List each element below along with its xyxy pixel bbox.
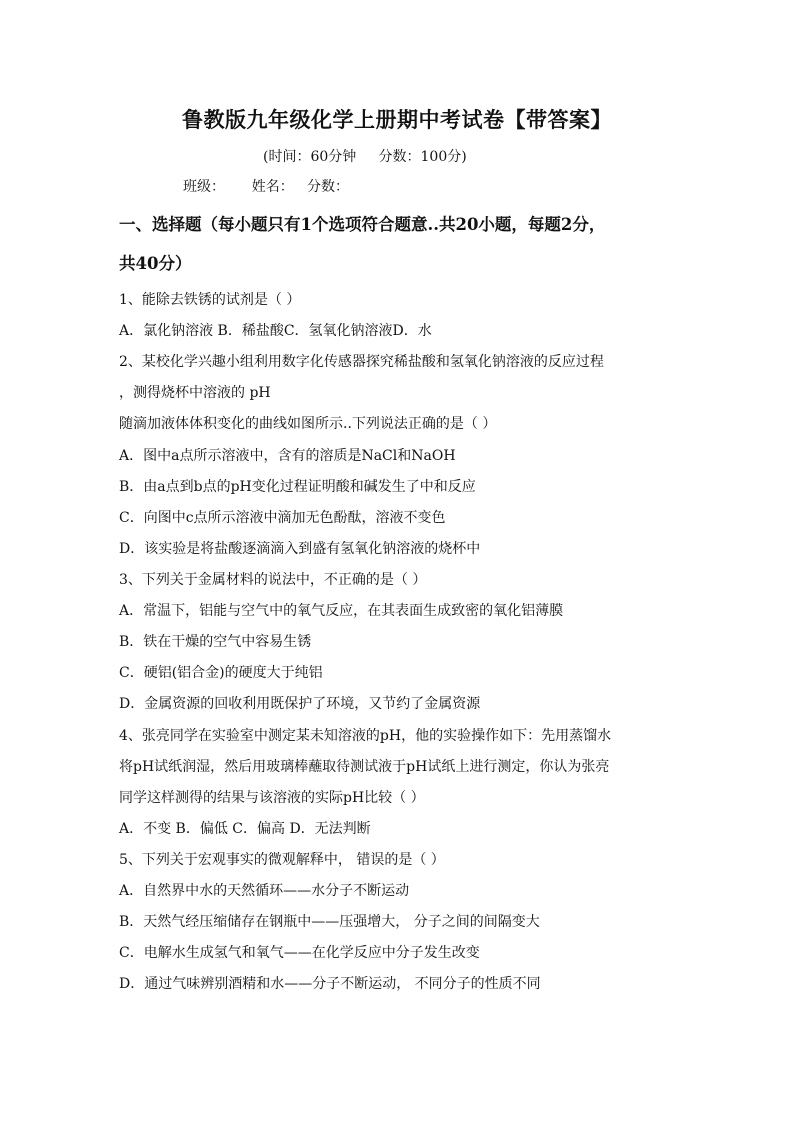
question-5-option-a: A．自然界中水的天然循环——水分子不断运动 xyxy=(119,883,410,899)
question-1-stem: 1、能除去铁锈的试剂是（ ） xyxy=(119,292,301,308)
question-3-option-c: C．硬铝(铝合金)的硬度大于纯铝 xyxy=(119,665,323,681)
question-3-option-d: D．金属资源的回收利用既保护了环境，又节约了金属资源 xyxy=(119,696,481,712)
question-5-stem: 5、下列关于宏观事实的微观解释中， 错误的是（ ） xyxy=(119,852,445,868)
question-4-stem: 4、张亮同学在实验室中测定某未知溶液的pH，他的实验操作如下：先用蒸馏水 xyxy=(119,728,612,744)
question-4-stem: 将pH试纸润湿，然后用玻璃棒蘸取待测试液于pH试纸上进行测定，你认为张亮 xyxy=(119,759,610,775)
question-2-stem: 随滴加液体体积变化的曲线如图所示..下列说法正确的是（ ） xyxy=(119,416,497,432)
question-2-stem: 2、某校化学兴趣小组利用数字化传感器探究稀盐酸和氢氧化钠溶液的反应过程 xyxy=(119,354,604,370)
question-4-options: A．不变 B．偏低 C．偏高 D．无法判断 xyxy=(119,821,371,837)
student-info-line: 班级： 姓名： 分数： xyxy=(183,179,350,195)
question-3-option-b: B．铁在干燥的空气中容易生锈 xyxy=(119,634,312,650)
question-1-options: A．氯化钠溶液 B．稀盐酸C．氢氧化钠溶液D．水 xyxy=(119,323,432,339)
question-4-stem: 同学这样测得的结果与该溶液的实际pH比较（ ） xyxy=(119,790,425,806)
question-2-option-c: C．向图中c点所示溶液中滴加无色酚酞，溶液不变色 xyxy=(119,510,446,526)
section-heading-continued: 共40分） xyxy=(119,254,192,273)
question-2-stem: ，测得烧杯中溶液的 pH xyxy=(119,385,271,401)
question-5-option-c: C．电解水生成氢气和氧气——在化学反应中分子发生改变 xyxy=(119,945,480,961)
section-heading: 一、选择题（每小题只有1个选项符合题意..共20小题，每题2分， xyxy=(119,215,606,234)
exam-title: 鲁教版九年级化学上册期中考试卷【带答案】 xyxy=(182,107,612,132)
question-5-option-b: B．天然气经压缩储存在钢瓶中——压强增大， 分子之间的间隔变大 xyxy=(119,914,540,930)
question-2-option-a: A．图中a点所示溶液中，含有的溶质是NaCl和NaOH xyxy=(119,448,456,464)
question-2-option-d: D．该实验是将盐酸逐滴滴入到盛有氢氧化钠溶液的烧杯中 xyxy=(119,541,481,557)
question-2-option-b: B．由a点到b点的pH变化过程证明酸和碱发生了中和反应 xyxy=(119,479,476,495)
question-5-option-d: D．通过气味辨别酒精和水——分子不断运动， 不同分子的性质不同 xyxy=(119,976,541,992)
question-3-option-a: A．常温下，铝能与空气中的氧气反应，在其表面生成致密的氧化铝薄膜 xyxy=(119,603,564,619)
exam-time-score: (时间：60分钟 分数：100分) xyxy=(263,149,467,165)
question-3-stem: 3、下列关于金属材料的说法中，不正确的是（ ） xyxy=(119,572,427,588)
